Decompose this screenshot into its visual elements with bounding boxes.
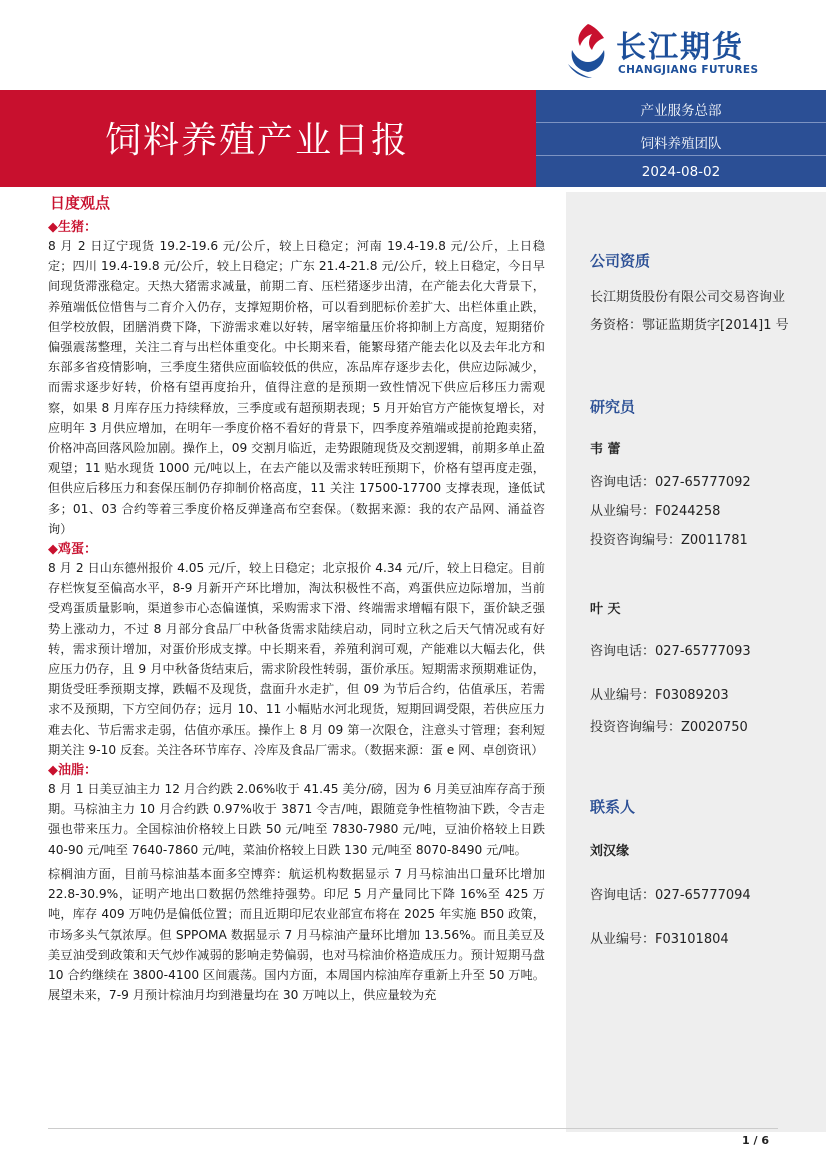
category-oil-label: ◆油脂： (48, 763, 97, 779)
banner-title-area (0, 90, 536, 187)
contact-title: 联系人 (590, 798, 636, 816)
company-qualification-title: 公司资质 (590, 252, 651, 270)
company-qualification-line-2: 务资格：鄂证监期货字[2014]1 号 (590, 318, 789, 333)
page-number: 1 / 6 (742, 1134, 769, 1147)
egg-paragraph: 8 月 2 日山东德州报价 4.05 元/斤，较上日稳定；北京报价 4.34 元/斤，较上日稳定。目前存栏恢复至偏高水平，8-9 月新开产环比增加，淘汰积极性不高，鸡蛋供应边际增加，当前受鸡蛋质量影响，渠道参市心态偏谨慎，采购需求下滑、终端需求增幅有限下，蛋价缺乏强势上涨动力，不过 8 月部分食品厂中秋备货需求陆续启动，同时立秋之后天气情况或有好转，需求预计增加，对蛋价形成支撑。中长期来看，养殖利润可观，产能难以大幅去化，供应压力仍存，且 9 月中秋备货结束后，需求阶段性转弱，蛋价承压。短期需求预期难证伪，期货受旺季预期支撑，跌幅不及现货，盘面升水走扩，但 09 为节后合约，估值承压，若需求不及预期，下方空间仍存；远月 10、11 小幅贴水河北现货，短期回调受限，若供应压力难去化、节后需求走弱，估值亦承压。操作上 8 月 09 第一次限仓，注意头寸管理；套利短期关注 9-10 反套。关注各环节库存、冷库及食品厂需求。（数据来源：蛋 e 网、卓创资讯） (48, 561, 545, 757)
researcher-title: 研究员 (590, 398, 636, 416)
company-logo (562, 20, 790, 82)
section-title: 日度观点 (50, 194, 111, 212)
researcher-2-name: 叶 天 (590, 602, 621, 617)
oil-paragraph-1: 8 月 1 日美豆油主力 12 月合约跌 2.06%收于 41.45 美分/磅，因为 6 月美豆油库存高于预期。马棕油主力 10 月合约跌 0.97%收于 3871 令吉/吨，跟随竞争性植物油下跌，令吉走强也带来压力。全国棕油价格较上日跌 50 元/吨至 7830-7980 元/吨，豆油价格较上日跌 40-90 元/吨至 7640-7860 元/吨，菜油价格较上日跌 130 元/吨至 8070-8490 元/吨。 (48, 782, 545, 857)
category-egg-label: ◆鸡蛋： (48, 542, 97, 558)
contact-1-phone: 咨询电话：027-65777094 (590, 888, 751, 903)
researcher-1-invest-license: 投资咨询编号：Z0011781 (590, 533, 748, 548)
header-banner (0, 90, 826, 187)
department: 产业服务总部 (640, 103, 722, 119)
logo-name-cn: 长江期货 (616, 30, 744, 65)
footer-divider (48, 1128, 778, 1129)
sidebar (566, 192, 826, 1132)
contact-1-license: 从业编号：F03101804 (590, 932, 729, 947)
hog-paragraph: 8 月 2 日辽宁现货 19.2-19.6 元/公斤，较上日稳定；河南 19.4-19.8 元/公斤，上日稳定；四川 19.4-19.8 元/公斤，较上日稳定；广东 21.4-21.8 元/公斤，较上日稳定，今日早间现货滞涨稳定。天热大猪需求减量，前期二育、压栏猪逐步出清，在产能去化大背景下，养殖端低位惜售与二育介入仍存，支撑短期价格，可以看到肥标价差扩大、出栏体重止跌，但学校放假，团膳消费下降，下游需求难以好转，屠宰缩量压价将抑制上方高度，短期猪价偏强震荡整理，关注二育与出栏体重变化。中长期来看，能繁母猪产能去化以及去年北方和东部多省疫情影响，三季度生猪供应面临较低的供应，冻品库存逐步去化，供应边际减少，而需求逐步好转，价格有望再度抬升，值得注意的是预期一致性情况下供应后移压力需观察，如果 8 月库存压力持续释放，三季度或有超预期表现；5 月开始官方产能恢复增长，对应明年 3 月供应增加，在明年一季度价格不看好的背景下，四季度养殖端或提前抢跑卖猪，价格冲高回落风险加剧。操作上，09 交割月临近，走势跟随现货及交割逻辑，前期多单止盈观望；11 贴水现货 1000 元/吨以上，在去产能以及需求转旺预期下，价格有望再度走强，但供应后移压力和套保压制仍存抑制价格高度，11 关注 17500-17700 支撑表现，逢低试多；01、03 合约等着三季度价格反弹逢高布空套保。（数据来源：我的农产品网、涌益咨询） (48, 239, 545, 536)
team-name: 饲料养殖团队 (640, 136, 722, 152)
contact-1-name: 刘汉缘 (590, 844, 630, 859)
oil-paragraph-2: 棕榈油方面，目前马棕油基本面多空博弈：航运机构数据显示 7 月马棕油出口量环比增加 22.8-30.9%，证明产地出口数据仍然维持强势。印尼 5 月产量同比下降 16%至 425 万吨，库存 409 万吨仍是偏低位置；而且近期印尼农业部宣布将在 2025 年实施 B50 政策，市场多头气氛浓厚。但 SPPOMA 数据显示 7 月马棕油产量环比增加 13.56%。而且美豆及美豆油受到政策和天气炒作减弱的影响走势偏弱，也对马棕油价格造成压力。预计短期马盘 10 合约继续在 3800-4100 区间震荡。国内方面，本周国内棕油库存重新上升至 50 万吨。展望未来，7-9 月预计棕油月均到港量均在 30 万吨以上，供应量较为充 (48, 866, 545, 1003)
researcher-1-name: 韦 蕾 (590, 442, 621, 457)
researcher-1-license: 从业编号：F0244258 (590, 504, 721, 519)
researcher-2-license: 从业编号：F03089203 (590, 688, 729, 703)
divider (536, 122, 826, 123)
researcher-2-phone: 咨询电话：027-65777093 (590, 644, 751, 659)
category-hog-label: ◆生猪： (48, 220, 97, 235)
banner-info-area (536, 90, 826, 187)
phoenix-logo-icon (562, 20, 614, 80)
researcher-2-invest-license: 投资咨询编号：Z0020750 (590, 720, 748, 735)
report-title: 饲料养殖产业日报 (105, 120, 410, 161)
logo-name-en: CHANGJIANG FUTURES (618, 64, 759, 76)
main-content (48, 192, 545, 1005)
researcher-1-phone: 咨询电话：027-65777092 (590, 475, 751, 490)
report-date: 2024-08-02 (641, 164, 721, 180)
company-qualification-line-1: 长江期货股份有限公司交易咨询业 (590, 290, 786, 305)
divider (536, 155, 826, 156)
